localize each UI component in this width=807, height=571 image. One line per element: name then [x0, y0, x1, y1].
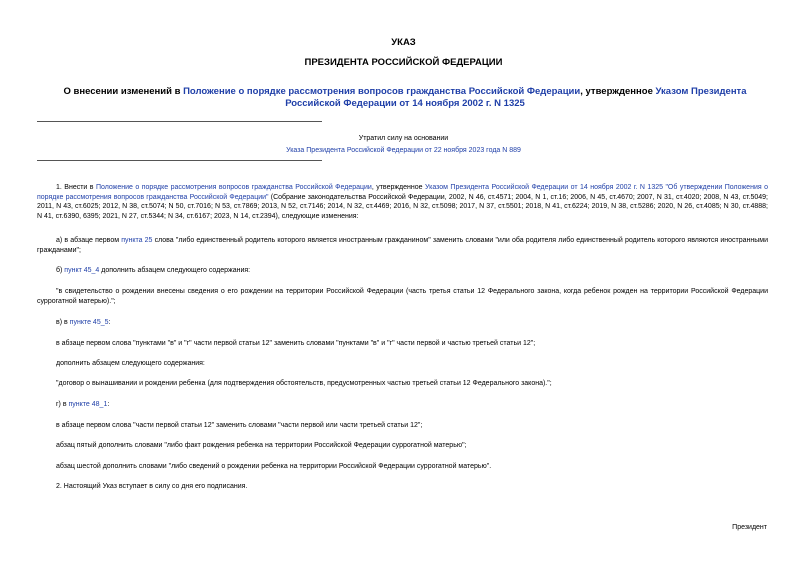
document-title [55, 86, 755, 110]
divider-top [37, 121, 322, 122]
pg-link-point-48-1[interactable]: пункте 48_1 [68, 401, 108, 408]
paragraph-v [37, 318, 768, 328]
pb-rest: дополнить абзацем следующего содержания: [99, 267, 251, 274]
p1-start: 1. Внести в [56, 184, 96, 191]
pv-link-point-45-5[interactable]: пункте 45_5 [69, 319, 109, 326]
paragraph-g-1: в абзаце первом слова "части первой статьи 12" заменить словами "части первой или части третьей статьи 12"; [56, 422, 423, 429]
paragraph-g-3: абзац шестой дополнить словами "либо сведений о рождении ребенка на территории Российской Федерации суррогатной матерью". [56, 463, 492, 470]
doc-type-heading: УКАЗ [391, 37, 416, 48]
p1-link-decree[interactable]: Указом Президента Российской Федерации от 14 ноября 2002 г. N 1325 [424, 184, 663, 191]
paragraph-1 [37, 183, 768, 221]
paragraph-v-1: в абзаце первом слова "пунктами "в" и "г" части первой статьи 12" заменить словами "пунктами "в" и "г" части первой и частью третьей статьи 12"; [56, 340, 536, 347]
lost-force-note: Утратил силу на основании [358, 135, 449, 142]
pv-start: в) в [56, 319, 70, 326]
pb-link-point-45-4[interactable]: пункт 45_4 [64, 267, 100, 274]
pv-end: : [108, 319, 111, 326]
p1-link-regulation[interactable]: Положение о порядке рассмотрения вопросов гражданства Российской Федерации [95, 184, 372, 191]
paragraph-b-quote: "в свидетельство о рождении внесены сведения о его рождении на территории Российской Федерации (часть третья статьи 12 Федерального закона, когда ребенок рожден на территории Российской Федерации суррогатной матерью)."; [37, 288, 768, 305]
paragraph-g-2: абзац пятый дополнить словами "либо факт рождения ребенка на территории Российской Федерации суррогатной матерью"; [56, 442, 467, 449]
pg-start: г) в [56, 401, 69, 408]
paragraph-a [37, 236, 768, 255]
paragraph-b [37, 266, 768, 276]
lost-force-basis [0, 146, 807, 155]
title-link-decree[interactable]: Указом Президента Российской Федерации от 14 ноября 2002 г. N 1325 [285, 86, 747, 109]
title-mid: , утвержденное [580, 86, 656, 97]
p1-mid: , утвержденное [371, 184, 425, 191]
pb-start: б) [56, 267, 65, 274]
pg-end: : [107, 401, 110, 408]
pa-link-point-25[interactable]: пункта 25 [121, 237, 153, 244]
paragraph-v-2: дополнить абзацем следующего содержания: [56, 360, 205, 367]
p1-rest: (Собрание законодательства Российской Федерации, 2002, N 46, ст.4571; 2004, N 1, ст.16; 2006, N 45, ст.4670; 2007, N 31, ст.4020; 2008, N 43, ст.5049; 2011, N 43, ст.6025; 2012, N 38, ст.5074; N 50, ст.7016; N 53, ст.7869; 2013, N 52, ст.7146; 2014, N 32, ст.4469; 2016, N 32, ст.5098; 2017, N 37, ст.5501; 2018, N 41, ст.6224; 2019, N 38, ст.5286; 2020, N 26, ст.4085; N 30, ст.4888; N 41, ст.6390, 6395; 2021, N 27, ст.5344; N 34, ст.6167; 2023, N 14, ст.2394), следующие изменения: [37, 193, 768, 220]
paragraph-v-3: "договор о вынашивании и рождении ребенка (для подтверждения обстоятельств, предусмотренных частью третьей статьи 12 Федерального закона)."; [56, 380, 552, 387]
lost-force-link[interactable]: Указа Президента Российской Федерации от 22 ноября 2023 года N 889 [286, 147, 521, 154]
paragraph-2: 2. Настоящий Указ вступает в силу со дня его подписания. [56, 483, 248, 490]
paragraph-g [37, 400, 768, 410]
title-link-regulation[interactable]: Положение о порядке рассмотрения вопросов гражданства Российской Федерации [183, 86, 581, 97]
title-prefix: О внесении изменений в [63, 86, 184, 97]
divider-bottom [37, 160, 322, 161]
signature-title: Президент [732, 524, 767, 531]
pa-start: а) в абзаце первом [56, 237, 122, 244]
p1-link-decree-title[interactable]: "Об утверждении Положения о порядке рассмотрения вопросов гражданства Российской Федерации" [37, 184, 768, 201]
issuer-heading: ПРЕЗИДЕНТА РОССИЙСКОЙ ФЕДЕРАЦИИ [304, 57, 503, 68]
pa-rest: слова "либо единственный родитель которого является иностранным гражданином" заменить словами "или оба родителя либо единственный родитель которого являются иностранными гражданами"; [37, 237, 768, 254]
